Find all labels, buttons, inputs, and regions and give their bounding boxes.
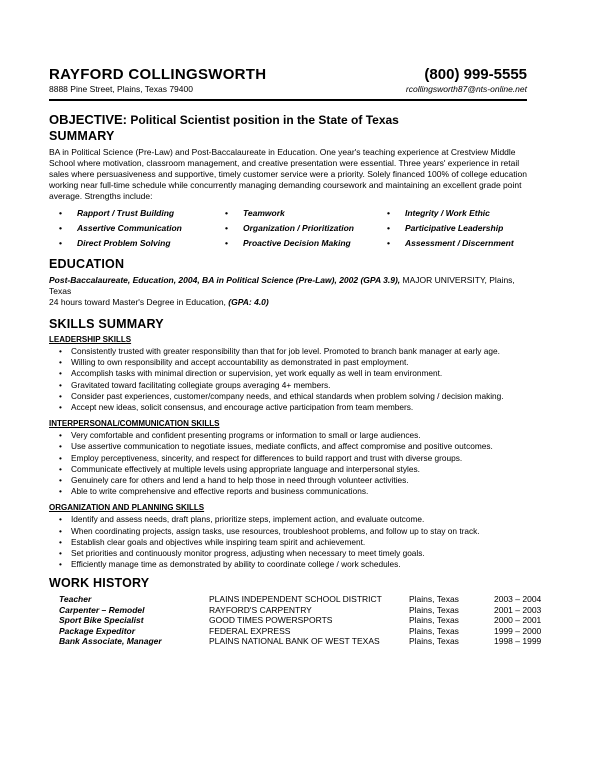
skill-group-title: INTERPERSONAL/COMMUNICATION SKILLS [49, 419, 220, 429]
bullet-icon: • [59, 525, 62, 536]
employer-name: FEDERAL EXPRESS [209, 625, 291, 636]
skill-list [49, 514, 534, 570]
skill-text: Employ perceptiveness, sincerity, and respect for differences to build rapport and trust with diverse groups. [71, 452, 463, 463]
skill-text: Consistently trusted with greater responsibility than that for job level. Promoted to branch bank manager at early age. [71, 346, 500, 356]
skill-groups [49, 335, 534, 570]
work-history-table [59, 594, 542, 647]
skill-text: Communicate effectively at multiple levels using appropriate language and interpersonal styles. [71, 463, 420, 474]
strength-item [387, 238, 537, 248]
bullet-icon: • [387, 223, 390, 233]
job-title: Sport Bike Specialist [59, 615, 144, 626]
bullet-icon: • [225, 238, 228, 248]
job-title: Teacher [59, 594, 92, 605]
objective-text: Political Scientist position in the State of Texas [130, 113, 399, 127]
skill-text: Willing to own responsibility and accept accountability as demonstrated in past employment. [71, 357, 409, 368]
bullet-icon: • [59, 238, 62, 248]
skill-item [49, 453, 534, 464]
skill-item [49, 380, 534, 391]
job-title: Bank Associate, Manager [59, 636, 162, 647]
skills-heading: SKILLS SUMMARY [49, 317, 164, 331]
strength-label: Assertive Communication [77, 223, 182, 233]
job-location: Plains, Texas [409, 594, 459, 605]
skill-text: Use assertive communication to negotiate issues, mediate conflicts, and affect compromise and positive outcomes. [71, 441, 493, 452]
skill-text: Accept new ideas, solicit consensus, and encourage active participation from team members. [71, 402, 414, 413]
skill-text: Able to write comprehensive and effective reports and business communications. [71, 486, 369, 497]
masters-gpa: (GPA: 4.0) [228, 297, 269, 307]
email-address: rcollingsworth87@nts-online.net [405, 84, 527, 94]
bullet-icon: • [59, 430, 62, 441]
skill-group-title: ORGANIZATION AND PLANNING SKILLS [49, 503, 205, 513]
strength-label: Organization / Prioritization [243, 223, 354, 233]
applicant-name: RAYFORD COLLINGSWORTH [49, 66, 267, 83]
work-heading: WORK HISTORY [49, 576, 150, 591]
job-dates: 2001 – 2003 [494, 604, 542, 615]
skill-item [49, 548, 534, 559]
skill-list [49, 346, 534, 413]
strength-label: Rapport / Trust Building [77, 208, 175, 218]
employer-name: PLAINS INDEPENDENT SCHOOL DISTRICT [209, 594, 382, 605]
strength-item [225, 238, 387, 248]
bullet-icon: • [59, 346, 62, 356]
employer-name: GOOD TIMES POWERSPORTS [209, 615, 333, 626]
strength-item [387, 223, 537, 233]
strengths-grid [59, 208, 534, 248]
education-masters-line [49, 297, 534, 308]
skill-group-title: LEADERSHIP SKILLS [49, 335, 132, 344]
job-dates: 1998 – 1999 [494, 636, 542, 647]
masters-text: 24 hours toward Master's Degree in Education, [49, 297, 229, 307]
header-divider [49, 99, 527, 101]
strength-item [387, 208, 537, 218]
strength-label: Assessment / Discernment [405, 238, 514, 248]
bullet-icon: • [387, 238, 390, 248]
job-dates: 2000 – 2001 [494, 615, 542, 626]
job-title: Package Expeditor [59, 625, 136, 636]
skill-text: Establish clear goals and objectives while inspiring team spirit and achievement. [71, 536, 366, 547]
skill-item [49, 464, 534, 475]
skill-list [49, 430, 534, 497]
bullet-icon: • [59, 536, 62, 547]
job-dates: 2003 – 2004 [494, 594, 542, 605]
skill-item [49, 486, 534, 497]
bullet-icon: • [59, 357, 62, 368]
summary-paragraph: BA in Political Science (Pre-Law) and Post-Baccalaureate in Education. One year's teaching experience at Crestview Middle School where motivation, classroom management, and creative presentation were essential. Three years' experience in retail sales where persuasiveness and supportive, timely customer service were a priority. Solely financed 100% of college education working near full-time schedule while concurrently managing demanding coursework and maintaining an excellent grade point average. Strengths include: [49, 147, 527, 201]
bullet-icon: • [225, 208, 228, 218]
strength-label: Proactive Decision Making [243, 238, 351, 248]
strength-item [225, 223, 387, 233]
strength-label: Participative Leadership [405, 223, 504, 233]
strength-label: Teamwork [243, 208, 285, 218]
education-heading: EDUCATION [49, 257, 125, 271]
skill-item [49, 346, 534, 357]
phone-number: (800) 999-5555 [424, 66, 527, 83]
strength-item [59, 223, 225, 233]
bullet-icon: • [59, 368, 62, 379]
job-location: Plains, Texas [409, 625, 459, 636]
job-location: Plains, Texas [409, 615, 459, 626]
skill-item [49, 526, 534, 537]
skill-text: Very comfortable and confident presenting programs or information to small or large audiences. [71, 430, 421, 441]
skill-text: Identify and assess needs, draft plans, prioritize steps, implement action, and evaluate outcome. [71, 514, 425, 525]
skill-item [49, 537, 534, 548]
skill-item [49, 430, 534, 441]
strength-item [59, 208, 225, 218]
resume-body [49, 112, 542, 647]
bullet-icon: • [59, 208, 62, 218]
skill-item [49, 402, 534, 413]
resume-header [49, 66, 527, 96]
bullet-icon: • [59, 223, 62, 233]
bullet-icon: • [59, 475, 62, 486]
bullet-icon: • [225, 223, 228, 233]
street-address: 8888 Pine Street, Plains, Texas 79400 [49, 84, 193, 94]
summary-heading: SUMMARY [49, 129, 115, 143]
skill-text: Genuinely care for others and lend a hand to help those in need through volunteer activities. [71, 475, 409, 486]
skill-item [49, 357, 534, 368]
skill-item [49, 559, 534, 570]
contact-row [49, 84, 527, 96]
skill-item [49, 475, 534, 486]
bullet-icon: • [59, 452, 62, 463]
bullet-icon: • [59, 486, 62, 497]
bullet-icon: • [59, 548, 62, 559]
bullet-icon: • [387, 208, 390, 218]
bullet-icon: • [59, 379, 62, 390]
employer-name: PLAINS NATIONAL BANK OF WEST TEXAS [209, 636, 380, 647]
job-location: Plains, Texas [409, 636, 459, 647]
skill-item [49, 514, 534, 525]
strength-label: Integrity / Work Ethic [405, 208, 490, 218]
skill-item [49, 441, 534, 452]
job-dates: 1999 – 2000 [494, 625, 542, 636]
bullet-icon: • [59, 390, 62, 401]
bullet-icon: • [59, 441, 62, 452]
bullet-icon: • [59, 402, 62, 413]
skill-item [49, 391, 534, 402]
bullet-icon: • [59, 463, 62, 474]
skill-text: Consider past experiences, customer/company needs, and ethical standards when problem solving / decision making. [71, 390, 504, 401]
education-degree-line [49, 275, 534, 297]
skill-text: Set priorities and continuously monitor progress, adjusting when necessary to meet timely goals. [71, 548, 425, 559]
objective-line [49, 112, 534, 127]
job-title: Carpenter – Remodel [59, 604, 145, 615]
objective-label: OBJECTIVE: [49, 112, 128, 127]
degree-text: Post-Baccalaureate, Education, 2004, BA in Political Science (Pre-Law), 2002 (GPA 3.9), [49, 275, 401, 285]
education-section [49, 257, 534, 308]
job-location: Plains, Texas [409, 604, 459, 615]
bullet-icon: • [59, 559, 62, 570]
bullet-icon: • [59, 514, 62, 525]
strength-label: Direct Problem Solving [77, 238, 171, 248]
skills-section [49, 317, 534, 570]
strength-item [225, 208, 387, 218]
strength-item [59, 238, 225, 248]
employer-name: RAYFORD'S CARPENTRY [209, 604, 312, 615]
skill-text: When coordinating projects, assign tasks, use resources, troubleshoot problems, and follow up to stay on track. [71, 525, 480, 536]
work-section [49, 576, 542, 647]
skill-text: Accomplish tasks with minimal direction or supervision, yet work equally as well in team environment. [71, 368, 443, 379]
skill-text: Efficiently manage time as demonstrated by ability to coordinate college / work schedules. [71, 559, 401, 570]
university-text: MAJOR UNIVERSITY, Plains, Texas [49, 275, 515, 296]
skill-item [49, 368, 534, 379]
skill-text: Gravitated toward facilitating collegiate groups averaging 4+ members. [71, 379, 331, 390]
